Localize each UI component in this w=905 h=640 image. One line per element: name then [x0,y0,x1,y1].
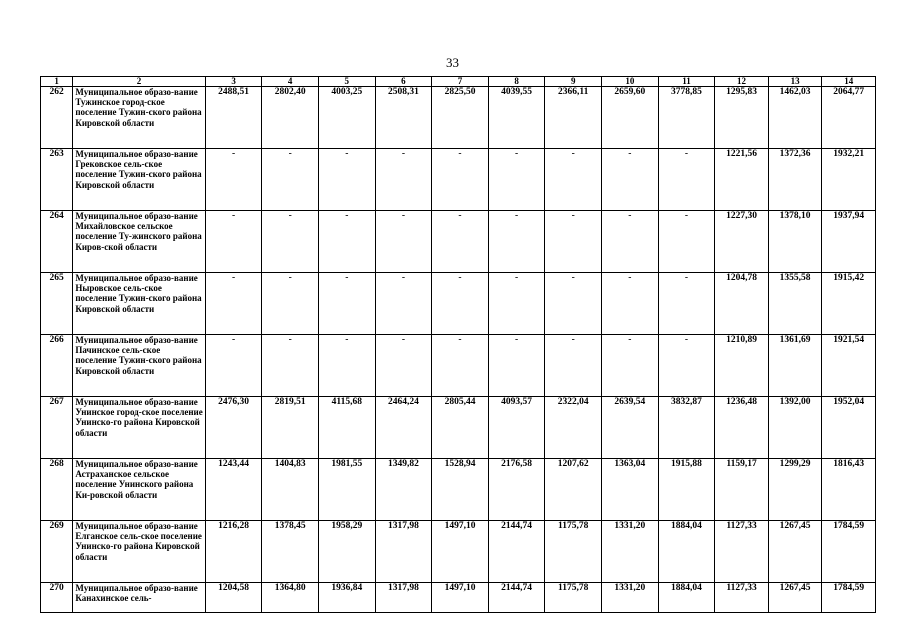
value-cell: 1236,48 [715,397,769,459]
value-cell: 1317,98 [375,521,432,583]
column-header: 7 [432,77,489,87]
value-cell: 2488,51 [205,87,262,149]
value-cell: 1175,78 [545,583,602,613]
value-cell: - [205,149,262,211]
value-cell: 2508,31 [375,87,432,149]
value-cell: - [262,211,319,273]
value-cell: 1932,21 [822,149,876,211]
value-cell: 2064,77 [822,87,876,149]
value-cell: 4039,55 [488,87,545,149]
value-cell: 2476,30 [205,397,262,459]
value-cell: 2819,51 [262,397,319,459]
table-row [41,273,876,335]
value-cell: 1267,45 [768,521,822,583]
value-cell: - [375,149,432,211]
municipality-name: Муниципальное образо-вание Ныровское сель-ское поселение Тужин-ского района Кировской области [73,273,205,335]
value-cell: - [545,273,602,335]
row-number: 263 [41,149,73,211]
value-cell: 1207,62 [545,459,602,521]
value-cell: 1884,04 [658,583,715,613]
value-cell: 1159,17 [715,459,769,521]
table-body [41,87,876,613]
value-cell: 1361,69 [768,335,822,397]
value-cell: 1204,58 [205,583,262,613]
municipality-name: Муниципальное образо-вание Астраханское сельское поселение Унинского района Ки-ровской области [73,459,205,521]
value-cell: - [488,335,545,397]
value-cell: 1378,10 [768,211,822,273]
column-header: 1 [41,77,73,87]
value-cell: - [262,149,319,211]
tariff-table [40,76,876,613]
value-cell: 2825,50 [432,87,489,149]
value-cell: 1317,98 [375,583,432,613]
value-cell: 1497,10 [432,521,489,583]
value-cell: - [488,273,545,335]
column-header: 11 [658,77,715,87]
table-row [41,335,876,397]
column-header: 4 [262,77,319,87]
value-cell: - [658,149,715,211]
municipality-name: Муниципальное образо-вание Елганское сель-ское поселение Унинско-го района Кировской области [73,521,205,583]
value-cell: 3778,85 [658,87,715,149]
value-cell: - [432,335,489,397]
value-cell: 2464,24 [375,397,432,459]
table-row [41,149,876,211]
value-cell: 2659,60 [602,87,659,149]
column-header: 9 [545,77,602,87]
value-cell: 1331,20 [602,583,659,613]
column-header: 5 [318,77,375,87]
value-cell: 1378,45 [262,521,319,583]
value-cell: 1915,42 [822,273,876,335]
value-cell: - [658,211,715,273]
value-cell: 2176,58 [488,459,545,521]
value-cell: 2366,11 [545,87,602,149]
value-cell: 1204,78 [715,273,769,335]
value-cell: 1958,29 [318,521,375,583]
value-cell: - [318,211,375,273]
value-cell: 4003,25 [318,87,375,149]
value-cell: - [658,273,715,335]
value-cell: - [602,273,659,335]
column-header: 13 [768,77,822,87]
value-cell: 1392,00 [768,397,822,459]
column-header: 2 [73,77,205,87]
value-cell: - [432,273,489,335]
value-cell: 1127,33 [715,521,769,583]
page-number: 33 [446,55,459,70]
value-cell: - [375,273,432,335]
value-cell: - [318,273,375,335]
value-cell: 1221,56 [715,149,769,211]
value-cell: 1364,80 [262,583,319,613]
value-cell: 1915,88 [658,459,715,521]
value-cell: - [375,335,432,397]
value-cell: 2144,74 [488,521,545,583]
value-cell: 1243,44 [205,459,262,521]
value-cell: 1175,78 [545,521,602,583]
value-cell: 1497,10 [432,583,489,613]
value-cell: 1331,20 [602,521,659,583]
value-cell: - [375,211,432,273]
row-number: 262 [41,87,73,149]
value-cell: 2144,74 [488,583,545,613]
value-cell: - [432,149,489,211]
value-cell: - [205,273,262,335]
municipality-name: Муниципальное образо-вание Тужинское город-ское поселение Тужин-ского района Кировской области [73,87,205,149]
row-number: 268 [41,459,73,521]
value-cell: 4115,68 [318,397,375,459]
value-cell: 1299,29 [768,459,822,521]
value-cell: 1921,54 [822,335,876,397]
value-cell: 1372,36 [768,149,822,211]
value-cell: 1363,04 [602,459,659,521]
value-cell: 1295,83 [715,87,769,149]
header-row [41,77,876,87]
value-cell: 1267,45 [768,583,822,613]
value-cell: 2639,54 [602,397,659,459]
municipality-name: Муниципальное образо-вание Михайловское сельское поселение Ту-жинского района Киров-ской области [73,211,205,273]
value-cell: 1784,59 [822,521,876,583]
value-cell: - [602,335,659,397]
value-cell: 1784,59 [822,583,876,613]
table-row [41,87,876,149]
table-row [41,459,876,521]
value-cell: 1952,04 [822,397,876,459]
column-header: 3 [205,77,262,87]
row-number: 265 [41,273,73,335]
row-number: 267 [41,397,73,459]
municipality-name: Муниципальное образо-вание Канахинское сель- [73,583,205,613]
value-cell: - [205,211,262,273]
value-cell: - [602,211,659,273]
value-cell: 1462,03 [768,87,822,149]
value-cell: 1404,83 [262,459,319,521]
value-cell: - [488,149,545,211]
value-cell: 1227,30 [715,211,769,273]
value-cell: - [205,335,262,397]
value-cell: 1355,58 [768,273,822,335]
column-header: 10 [602,77,659,87]
value-cell: 1349,82 [375,459,432,521]
value-cell: 1210,89 [715,335,769,397]
table-row [41,397,876,459]
municipality-name: Муниципальное образо-вание Унинское город-ское поселение Унинско-го района Кировской области [73,397,205,459]
value-cell: - [658,335,715,397]
municipality-name: Муниципальное образо-вание Пачинское сель-ское поселение Тужин-ского района Кировской области [73,335,205,397]
table-row [41,211,876,273]
value-cell: 3832,87 [658,397,715,459]
value-cell: - [318,335,375,397]
value-cell: - [262,335,319,397]
value-cell: 1127,33 [715,583,769,613]
value-cell: 2322,04 [545,397,602,459]
row-number: 264 [41,211,73,273]
value-cell: 1936,84 [318,583,375,613]
table-row [41,521,876,583]
municipality-name: Муниципальное образо-вание Грековское сель-ское поселение Тужин-ского района Кировской области [73,149,205,211]
table-row [41,583,876,613]
value-cell: 2805,44 [432,397,489,459]
column-header: 8 [488,77,545,87]
value-cell: - [602,149,659,211]
value-cell: 1528,94 [432,459,489,521]
value-cell: 1216,28 [205,521,262,583]
column-header: 12 [715,77,769,87]
value-cell: - [432,211,489,273]
value-cell: 1937,94 [822,211,876,273]
value-cell: 2802,40 [262,87,319,149]
value-cell: - [318,149,375,211]
value-cell: - [545,335,602,397]
value-cell: - [545,149,602,211]
column-header: 14 [822,77,876,87]
row-number: 269 [41,521,73,583]
value-cell: - [262,273,319,335]
value-cell: 1816,43 [822,459,876,521]
column-header: 6 [375,77,432,87]
value-cell: 1884,04 [658,521,715,583]
row-number: 270 [41,583,73,613]
value-cell: - [545,211,602,273]
value-cell: - [488,211,545,273]
value-cell: 4093,57 [488,397,545,459]
value-cell: 1981,55 [318,459,375,521]
row-number: 266 [41,335,73,397]
